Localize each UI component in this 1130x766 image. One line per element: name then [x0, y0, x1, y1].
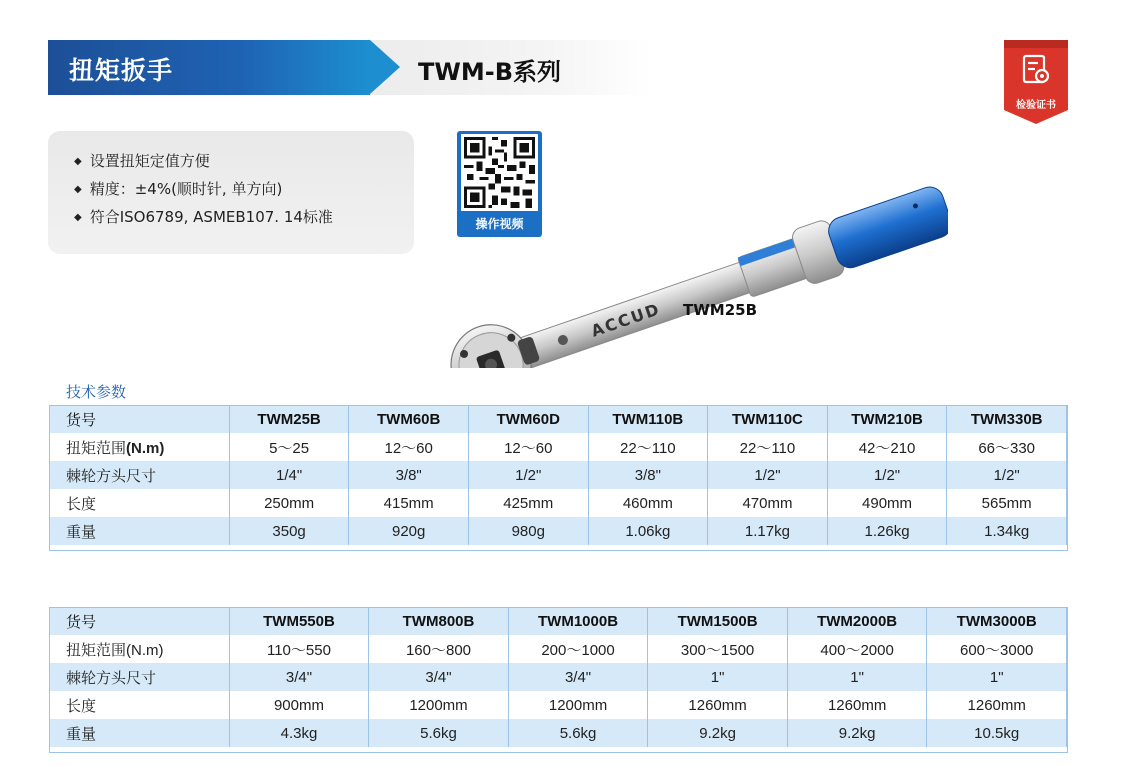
model-cell: TWM210B — [827, 405, 947, 433]
weight-cell: 10.5kg — [927, 719, 1067, 747]
model-cell: TWM550B — [229, 607, 369, 635]
certificate-badge-icon[interactable] — [1004, 40, 1068, 124]
torque-cell: 12～60 — [468, 433, 588, 461]
length-cell: 1200mm — [369, 691, 509, 719]
weight-cell: 980g — [468, 517, 588, 545]
table-row — [50, 607, 1067, 635]
model-cell: TWM3000B — [927, 607, 1067, 635]
banner-arrow — [370, 40, 400, 94]
weight-cell: 5.6kg — [508, 719, 648, 747]
weight-cell: 350g — [229, 517, 349, 545]
spec-table-2 — [49, 607, 1067, 747]
row-label: 货号 — [50, 405, 230, 433]
model-cell: TWM800B — [369, 607, 509, 635]
torque-cell: 42～210 — [827, 433, 947, 461]
row-label: 棘轮方头尺寸 — [50, 663, 230, 691]
torque-cell: 22～110 — [708, 433, 828, 461]
series-title: TWM-B系列 — [418, 58, 561, 86]
qr-code-label[interactable]: 操作视频 — [475, 217, 524, 231]
drive-cell: 1/2" — [708, 461, 828, 489]
model-cell: TWM1000B — [508, 607, 648, 635]
row-label: 重量 — [50, 517, 230, 545]
model-cell: TWM2000B — [787, 607, 927, 635]
section-title: 技术参数 — [66, 383, 127, 401]
torque-cell: 300～1500 — [648, 635, 788, 663]
weight-cell: 5.6kg — [369, 719, 509, 747]
torque-wrench-image — [418, 168, 948, 368]
model-cell: TWM60D — [468, 405, 588, 433]
drive-cell: 1/4" — [229, 461, 349, 489]
length-cell: 1260mm — [648, 691, 788, 719]
page-title: 扭矩扳手 — [69, 56, 174, 85]
torque-cell: 12～60 — [349, 433, 469, 461]
table-row — [50, 719, 1067, 747]
torque-cell: 160～800 — [369, 635, 509, 663]
table-row — [50, 691, 1067, 719]
row-label: 棘轮方头尺寸 — [50, 461, 230, 489]
length-cell: 1200mm — [508, 691, 648, 719]
drive-cell: 3/4" — [229, 663, 369, 691]
wrench-brand-label: ACCUD — [588, 299, 664, 341]
table-row — [50, 517, 1067, 545]
length-cell: 565mm — [947, 489, 1067, 517]
length-cell: 250mm — [229, 489, 349, 517]
length-cell: 900mm — [229, 691, 369, 719]
weight-cell: 9.2kg — [787, 719, 927, 747]
torque-cell: 600～3000 — [927, 635, 1067, 663]
weight-cell: 1.06kg — [588, 517, 708, 545]
row-label: 长度 — [50, 691, 230, 719]
table-row — [50, 489, 1067, 517]
row-label: 扭矩范围(N.m) — [50, 433, 230, 461]
drive-cell: 1/2" — [468, 461, 588, 489]
row-label: 长度 — [50, 489, 230, 517]
product-model-label: TWM25B — [683, 301, 758, 319]
drive-cell: 1" — [787, 663, 927, 691]
table-row — [50, 635, 1067, 663]
length-cell: 415mm — [349, 489, 469, 517]
weight-cell: 1.17kg — [708, 517, 828, 545]
length-cell: 425mm — [468, 489, 588, 517]
drive-cell: 1" — [927, 663, 1067, 691]
model-cell: TWM25B — [229, 405, 349, 433]
drive-cell: 3/8" — [588, 461, 708, 489]
model-cell: TWM110C — [708, 405, 828, 433]
drive-cell: 1/2" — [947, 461, 1067, 489]
weight-cell: 9.2kg — [648, 719, 788, 747]
length-cell: 1260mm — [787, 691, 927, 719]
torque-cell: 66～330 — [947, 433, 1067, 461]
row-label: 重量 — [50, 719, 230, 747]
feature-item: ◆ 符合ISO6789, ASMEB107. 14标准 — [74, 206, 333, 227]
drive-cell: 1" — [648, 663, 788, 691]
model-cell: TWM60B — [349, 405, 469, 433]
weight-cell: 1.34kg — [947, 517, 1067, 545]
torque-cell: 110～550 — [229, 635, 369, 663]
model-cell: TWM330B — [947, 405, 1067, 433]
drive-cell: 3/4" — [508, 663, 648, 691]
model-cell: TWM110B — [588, 405, 708, 433]
table-row — [50, 405, 1067, 433]
table-row — [50, 433, 1067, 461]
feature-item: ◆ 精度：±4%(顺时针, 单方向) — [74, 178, 282, 199]
badge-label: 检验证书 — [1016, 100, 1056, 111]
table-row — [50, 663, 1067, 691]
weight-cell: 920g — [349, 517, 469, 545]
length-cell: 460mm — [588, 489, 708, 517]
torque-cell: 22～110 — [588, 433, 708, 461]
table-row — [50, 461, 1067, 489]
drive-cell: 1/2" — [827, 461, 947, 489]
row-label: 扭矩范围(N.m) — [50, 635, 230, 663]
length-cell: 1260mm — [927, 691, 1067, 719]
length-cell: 470mm — [708, 489, 828, 517]
weight-cell: 1.26kg — [827, 517, 947, 545]
weight-cell: 4.3kg — [229, 719, 369, 747]
length-cell: 490mm — [827, 489, 947, 517]
drive-cell: 3/4" — [369, 663, 509, 691]
torque-cell: 200～1000 — [508, 635, 648, 663]
row-label: 货号 — [50, 607, 230, 635]
drive-cell: 3/8" — [349, 461, 469, 489]
torque-cell: 5～25 — [229, 433, 349, 461]
torque-cell: 400～2000 — [787, 635, 927, 663]
model-cell: TWM1500B — [648, 607, 788, 635]
feature-item: ◆ 设置扭矩定值方便 — [74, 150, 210, 171]
spec-table-1 — [49, 405, 1067, 545]
